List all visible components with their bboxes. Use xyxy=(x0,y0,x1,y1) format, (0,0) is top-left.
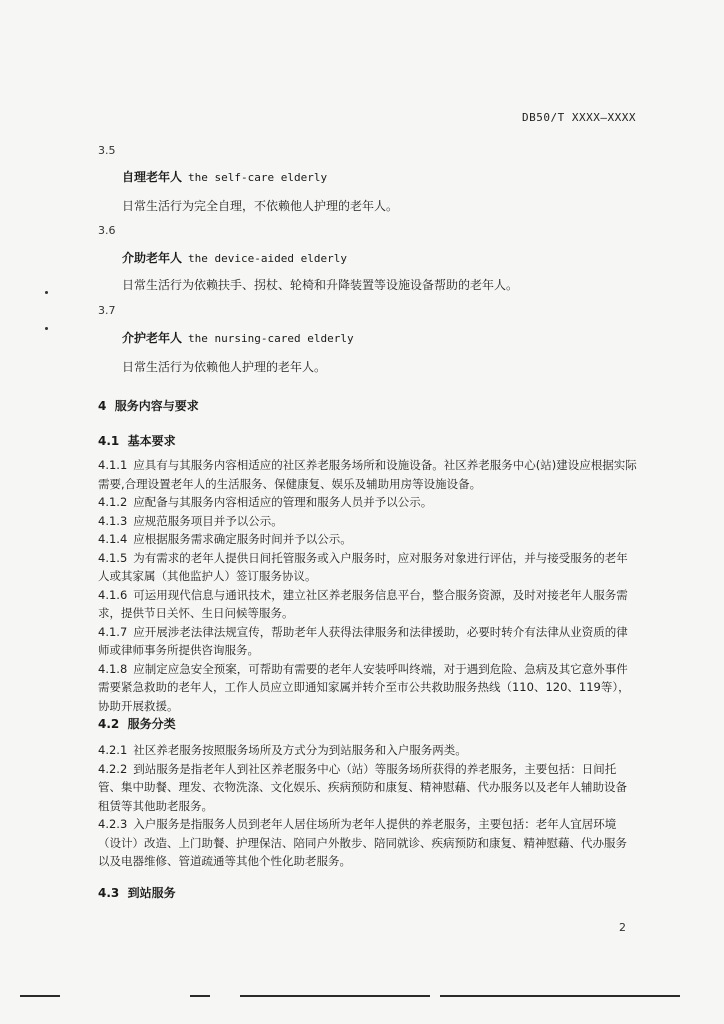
clause-paragraph xyxy=(98,512,638,531)
clause-block xyxy=(98,456,638,715)
subsection-title: 到站服务 xyxy=(127,886,176,900)
clause-text: 应根据服务需求确定服务时间并予以公示。 xyxy=(133,532,352,546)
term-definition: 日常生活行为依赖扶手、拐杖、轮椅和升降装置等设施设备帮助的老年人。 xyxy=(122,278,519,292)
clause-number: 4.1.1 xyxy=(98,458,128,472)
clause-paragraph xyxy=(98,660,638,716)
clause-number: 4.2.1 xyxy=(98,743,128,757)
term-cn: 介护老年人 xyxy=(122,331,183,345)
scan-edge-line xyxy=(240,995,430,997)
scan-speck xyxy=(45,327,48,330)
clause-text: 应规范服务项目并予以公示。 xyxy=(133,513,283,528)
scan-edge-line xyxy=(440,995,680,997)
standard-code: DB50/T XXXX—XXXX xyxy=(522,111,636,124)
scan-edge-line xyxy=(20,995,60,997)
term-en: the device-aided elderly xyxy=(188,252,347,265)
clause-text: 应制定应急安全预案，可帮助有需要的老年人安装呼叫终端，对于遇到危险、急病及其它意外事件需要紧急救助的老年人，工作人员应立即通知家属并转介至市公共救助服务热线（110、120、119等），协助开展救援。 xyxy=(98,661,630,713)
term-en: the nursing-cared elderly xyxy=(188,332,354,345)
clause-number: 4.1.7 xyxy=(98,624,128,639)
term-title xyxy=(122,329,354,346)
term-title xyxy=(122,168,327,185)
page-number: 2 xyxy=(619,921,626,934)
clause-number: 4.1.6 xyxy=(98,587,128,602)
subsection-number: 4.3 xyxy=(98,886,120,900)
term-en: the self-care elderly xyxy=(188,171,328,184)
clause-block xyxy=(98,741,638,871)
clause-text: 应配备与其服务内容相适应的管理和服务人员并予以公示。 xyxy=(133,495,433,509)
clause-number: 4.1.3 xyxy=(98,513,128,528)
clause-number: 4.1.2 xyxy=(98,495,128,509)
subsection-heading xyxy=(98,432,176,449)
clause-number: 4.2.2 xyxy=(98,761,128,776)
scan-speck xyxy=(45,291,48,294)
clause-number: 4.1.4 xyxy=(98,532,128,546)
clause-paragraph xyxy=(98,815,638,871)
clause-paragraph xyxy=(98,623,638,660)
term-title xyxy=(122,249,347,266)
subsection-title: 服务分类 xyxy=(127,717,176,731)
term-definition: 日常生活行为依赖他人护理的老年人。 xyxy=(122,360,327,374)
clause-number: 4.1.8 xyxy=(98,661,128,676)
clause-number: 4.2.3 xyxy=(98,817,128,831)
section-number: 4 xyxy=(98,399,107,413)
subsection-heading xyxy=(98,715,176,732)
clause-text: 应具有与其服务内容相适应的社区养老服务场所和设施设备。社区养老服务中心(站)建设应根据实际需要,合理设置老年人的生活服务、保健康复、娱乐及辅助用房等设施设备。 xyxy=(98,458,637,491)
term-cn: 介助老年人 xyxy=(122,251,183,265)
term-number: 3.6 xyxy=(98,224,116,237)
term-number: 3.5 xyxy=(98,144,116,157)
clause-paragraph xyxy=(98,456,638,493)
clause-paragraph xyxy=(98,549,638,586)
subsection-number: 4.2 xyxy=(98,717,120,731)
clause-paragraph xyxy=(98,741,638,760)
clause-text: 可运用现代信息与通讯技术，建立社区养老服务信息平台，整合服务资源，及时对接老年人服务需求，提供节日关怀、生日问候等服务。 xyxy=(98,587,628,620)
subsection-title: 基本要求 xyxy=(127,434,176,448)
clause-text: 到站服务是指老年人到社区养老服务中心（站）等服务场所获得的养老服务，主要包括：日间托管、集中助餐、理发、衣物洗涤、文化娱乐、疾病预防和康复、精神慰藉、代办服务以及老年人辅助设备租赁等其他助老服务。 xyxy=(98,761,627,813)
clause-text: 应开展涉老法律法规宣传，帮助老年人获得法律服务和法律援助，必要时转介有法律从业资质的律师或律师事务所提供咨询服务。 xyxy=(98,624,628,657)
clause-paragraph xyxy=(98,760,638,816)
subsection-number: 4.1 xyxy=(98,434,120,448)
clause-text: 社区养老服务按照服务场所及方式分为到站服务和入户服务两类。 xyxy=(133,743,467,757)
section-title: 服务内容与要求 xyxy=(114,399,199,413)
term-cn: 自理老年人 xyxy=(122,170,183,184)
term-number: 3.7 xyxy=(98,304,116,317)
subsection-heading xyxy=(98,884,176,901)
clause-paragraph xyxy=(98,586,638,623)
term-definition: 日常生活行为完全自理，不依赖他人护理的老年人。 xyxy=(122,199,399,213)
scan-edge-line xyxy=(190,995,210,997)
clause-paragraph xyxy=(98,493,638,512)
clause-number: 4.1.5 xyxy=(98,550,128,565)
clause-text: 为有需求的老年人提供日间托管服务或入户服务时，应对服务对象进行评估，并与接受服务的老年人或其家属（其他监护人）签订服务协议。 xyxy=(98,550,628,583)
section-heading xyxy=(98,397,199,414)
clause-text: 入户服务是指服务人员到老年人居住场所为老年人提供的养老服务，主要包括：老年人宜居环境（设计）改造、上门助餐、护理保洁、陪同户外散步、陪同就诊、疾病预防和康复、精神慰藉、代办服务以及电器维修、管道疏通等其他个性化助老服务。 xyxy=(98,817,627,868)
clause-paragraph xyxy=(98,530,638,549)
